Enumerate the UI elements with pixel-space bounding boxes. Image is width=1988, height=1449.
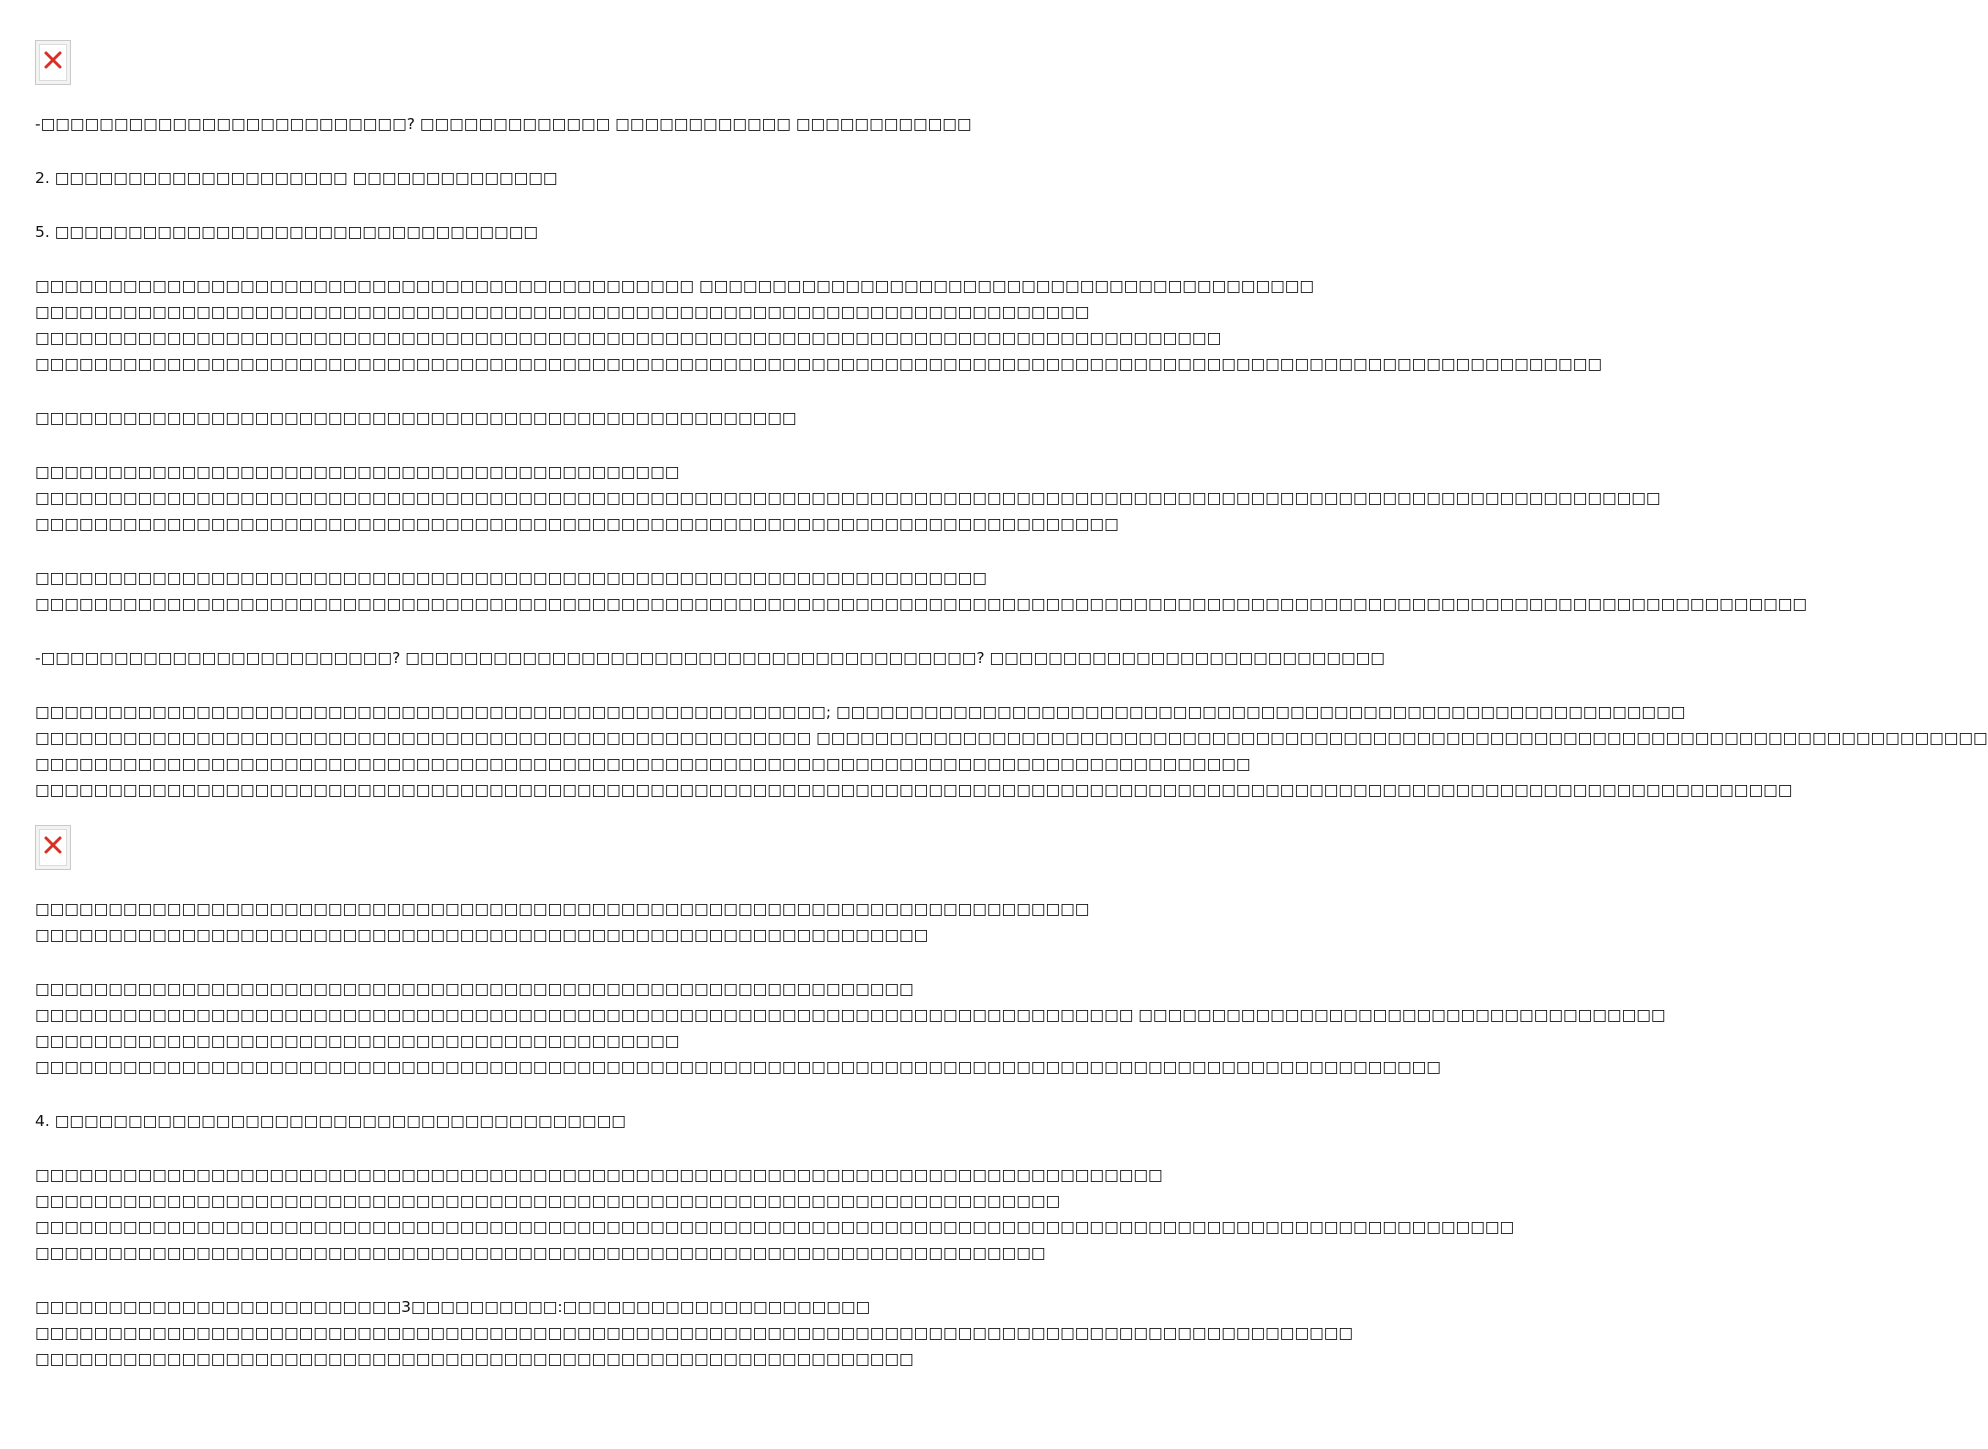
- paragraph-line: □□□□□□□□□□□□□□□□□□□□□□□□□□□□□□□□□□□□□□□□□□□□□□□□□□□□□□□□□□□□□□□□□□□□□□□□□□□□□□□□□□□□□□□□□□□□□□□□□□□□□□□□□□□□□□□□□□□□□□□□: [35, 781, 1793, 799]
- paragraph-line: □□□□□□□□□□□□□□□□□□□□□□□□□□□□□□□□□□□□□□□□□□□□□□□□□□□□□□□□□□□□□□□□□□□□□□□□□□: [35, 515, 1119, 533]
- paragraph-line: □□□□□□□□□□□□□□□□□□□□□□□□□□□□□□□□□□□□□□□□□□□□□□□□□□□□□□□□□□□□□□□□□□□□□□□□□□□□□□□□□□□□□□□□□□□□□□□□□□□□□□□□□□□□□□□: [35, 489, 1661, 507]
- broken-image-icon: [35, 40, 71, 85]
- paragraph-line: □□□□□□□□□□□□□□□□□□□□□□□□□□□□□□□□□□□□□□□□□□□□□ □□□□□□□□□□□□□□□□□□□□□□□□□□□□□□□□□□□□□□□□□□: [35, 277, 1315, 295]
- broken-image-icon: [35, 825, 71, 870]
- paragraph-line: □□□□□□□□□□□□□□□□□□□□□□□□□□□□□□□□□□□□□□□□□□□□□□□□□□□□□□□□□□□□□□□□□□□□□□□□□□□□□□□□□□□: [35, 755, 1251, 773]
- paragraph-line: □□□□□□□□□□□□□□□□□□□□□□□□□□□□□□□□□□□□□□□□□□□□□□□□□□□□□□□□□□□□□: [35, 926, 929, 944]
- paragraph-line: □□□□□□□□□□□□□□□□□□□□□□□□□□□□□□□□□□□□□□□□□□□□□□□□□□□□□□□□□□□□□□□□□□□□□□: [35, 1192, 1061, 1210]
- paragraph: -□□□□□□□□□□□□□□□□□□□□□□□□□? □□□□□□□□□□□□□ □□□□□□□□□□□□ □□□□□□□□□□□□: [35, 115, 972, 133]
- heading-4: 4. □□□□□□□□□□□□□□□□□□□□□□□□□□□□□□□□□□□□□□□: [35, 1112, 626, 1130]
- paragraph-line: □□□□□□□□□□□□□□□□□□□□□□□□□□□□□□□□□□□□□□□□□□□□□□□□□□□□□□□□□□□□□□□□□□□□□□□□: [35, 900, 1090, 918]
- paragraph: □□□□□□□□□□□□□□□□□□□□□□□□□□□□□□□□□□□□□□□□□□□□□□□□□□□□: [35, 409, 797, 427]
- paragraph-line: □□□□□□□□□□□□□□□□□□□□□□□□□□□□□□□□□□□□□□□□□□□□□□□□□□□□□□□□□□□□□□□□□□□□□: [35, 1244, 1046, 1262]
- paragraph-line: □□□□□□□□□□□□□□□□□□□□□□□□□□□□□□□□□□□□□□□□□□□□: [35, 1032, 680, 1050]
- paragraph-line: □□□□□□□□□□□□□□□□□□□□□□□□□□□□□□□□□□□□□□□□□□□□□□□□□□□□□□□□□□□□□□□□□□□□□□□□: [35, 303, 1090, 321]
- paragraph-line: □□□□□□□□□□□□□□□□□□□□□□□□□□□□□□□□□□□□□□□□□□□□□□□□□□□□□ □□□□□□□□□□□□□□□□□□□□□□□□□□□□□□□□□□□□□□□□□□□□□□□□□□□□□□□□□□□□□□□□□□□□□□□□□□□□□□□□: [35, 729, 1988, 747]
- paragraph-line: □□□□□□□□□□□□□□□□□□□□□□□□□□□□□□□□□□□□□□□□□□□□: [35, 463, 680, 481]
- document-body: [35, 40, 1988, 1372]
- paragraph-line: □□□□□□□□□□□□□□□□□□□□□□□□□□□□□□□□□□□□□□□□□□□□□□□□□□□□□□□□□□□□□□□□□□□□□□□□□□□□□□□□□□□□□□□□□□: [35, 1324, 1354, 1342]
- paragraph-line: □□□□□□□□□□□□□□□□□□□□□□□□□□□□□□□□□□□□□□□□□□□□□□□□□□□□□□□□□□□□□□□□□□□□□□□□□□□□□□□□□□□□□□□□□□□□□□□□□□□□□: [35, 1218, 1515, 1236]
- paragraph-line: □□□□□□□□□□□□□□□□□□□□□□□□□□□□□□□□□□□□□□□□□□□□□□□□□□□□□□□□□□□□□□□□□: [35, 569, 987, 587]
- paragraph-line: □□□□□□□□□□□□□□□□□□□□□□□□□□□□□□□□□□□□□□□□□□□□□□□□□□□□□□□□□□□□□□□□□□□□□□□□□□□ □□□□□□□□□□□□□□□□□□□□□□□□□□□□□□□□□□□□: [35, 1006, 1666, 1024]
- heading-5: 5. □□□□□□□□□□□□□□□□□□□□□□□□□□□□□□□□□: [35, 223, 538, 241]
- paragraph-line: □□□□□□□□□□□□□□□□□□□□□□□□□□□□□□□□□□□□□□□□□□□□□□□□□□□□□□□□□□□□: [35, 980, 914, 998]
- paragraph-line: □□□□□□□□□□□□□□□□□□□□□□□□□□□□□□□□□□□□□□□□□□□□□□□□□□□□□□; □□□□□□□□□□□□□□□□□□□□□□□□□□□□□□□□□□□□□□□□□□□□□□□□□□□□□□□□□□: [35, 703, 1686, 721]
- paragraph-line: □□□□□□□□□□□□□□□□□□□□□□□□□□□□□□□□□□□□□□□□□□□□□□□□□□□□□□□□□□□□□□□□□□□□□□□□□□□□□□□□□□□□□□□□□□□□□□□□□□□□□□□□□□□□□□□□□□□□□□□□□: [35, 595, 1808, 613]
- paragraph-line: □□□□□□□□□□□□□□□□□□□□□□□□□□□□□□□□□□□□□□□□□□□□□□□□□□□□□□□□□□□□□□□□□□□□□□□□□□□□□□□□□□□□□□□□□□□□□□□□: [35, 1058, 1441, 1076]
- paragraph: -□□□□□□□□□□□□□□□□□□□□□□□□? □□□□□□□□□□□□□□□□□□□□□□□□□□□□□□□□□□□□□□□? □□□□□□□□□□□□□□□□□□□□□□□□□□□: [35, 649, 1385, 667]
- close-x-icon: [42, 49, 64, 71]
- paragraph-line: □□□□□□□□□□□□□□□□□□□□□□□□□□□□□□□□□□□□□□□□□□□□□□□□□□□□□□□□□□□□□□□□□□□□□□□□□□□□□□□□□□□□□□□□□□□□□□□□□□□□□□□□□□□: [35, 355, 1602, 373]
- paragraph-line: □□□□□□□□□□□□□□□□□□□□□□□□□3□□□□□□□□□□:□□□□□□□□□□□□□□□□□□□□□: [35, 1298, 871, 1316]
- heading-2: 2. □□□□□□□□□□□□□□□□□□□□ □□□□□□□□□□□□□□: [35, 169, 558, 187]
- paragraph-line: □□□□□□□□□□□□□□□□□□□□□□□□□□□□□□□□□□□□□□□□□□□□□□□□□□□□□□□□□□□□□□□□□□□□□□□□□□□□□□□□□: [35, 329, 1222, 347]
- paragraph-line: □□□□□□□□□□□□□□□□□□□□□□□□□□□□□□□□□□□□□□□□□□□□□□□□□□□□□□□□□□□□: [35, 1350, 914, 1368]
- close-x-icon: [42, 834, 64, 856]
- paragraph-line: □□□□□□□□□□□□□□□□□□□□□□□□□□□□□□□□□□□□□□□□□□□□□□□□□□□□□□□□□□□□□□□□□□□□□□□□□□□□□: [35, 1166, 1163, 1184]
